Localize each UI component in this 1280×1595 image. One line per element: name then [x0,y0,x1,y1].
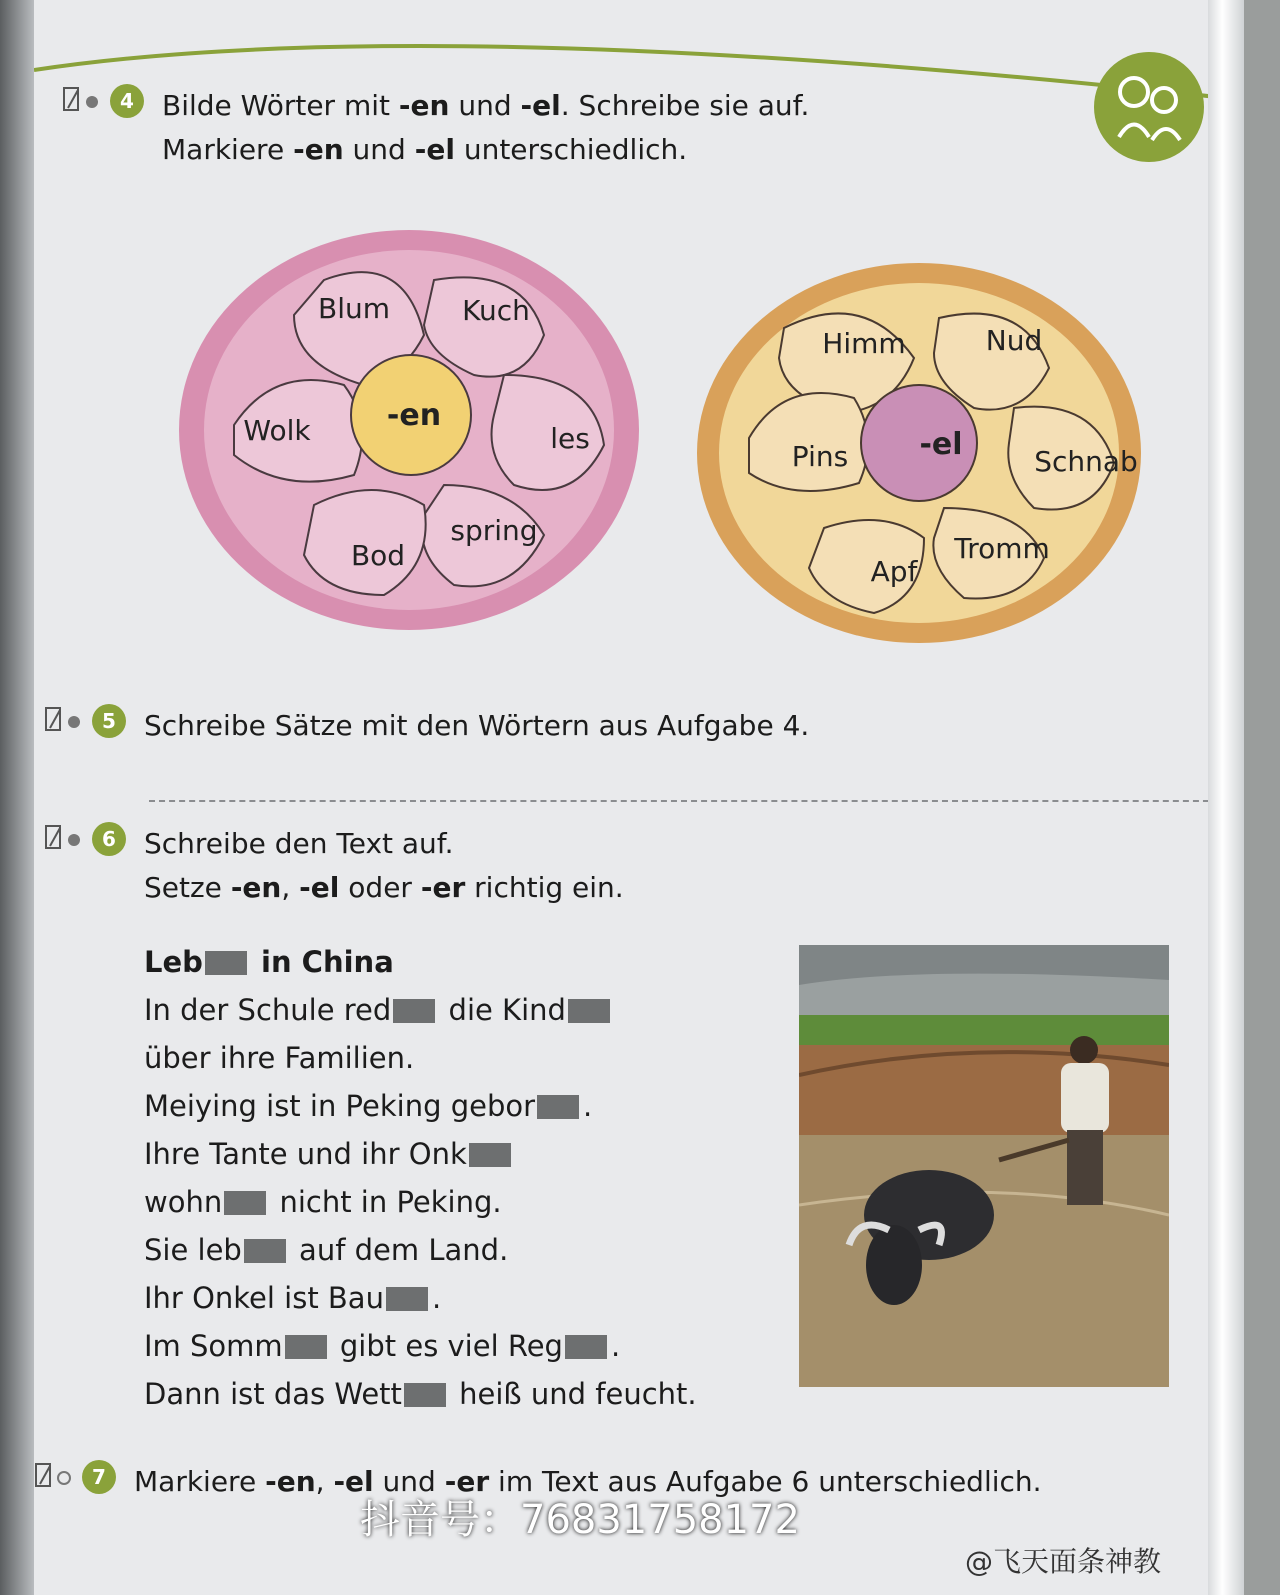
blank-gap[interactable] [404,1383,446,1407]
story-line: Ihre Tante und ihr Onk [144,1130,697,1178]
task-instruction: Bilde Wörter mit -en und -el. Schreibe sie auf. Markiere -en und -el unterschiedlich. [162,89,810,166]
children-icon [1094,52,1204,162]
petal-label: les [550,422,590,455]
story-line: Ihr Onkel ist Bau . [144,1281,442,1315]
petal-label: Himm [822,327,906,360]
petal-label: Pins [791,440,849,473]
task-5 [44,704,809,748]
weibo-watermark: @飞天面条神教 [965,1545,1162,1578]
blank-gap[interactable] [244,1239,286,1263]
petal-label: Wolk [243,414,311,447]
task-number: 4 [110,84,144,118]
page-edge [1208,0,1244,1595]
section-badge [1094,52,1204,162]
task-number: 6 [92,822,126,856]
writing-line [149,800,1219,802]
story-line: über ihre Familien. [144,1041,415,1075]
task-6 [44,822,624,910]
task-number: 5 [92,704,126,738]
petal-label: Nud [985,324,1043,357]
workbook-page [34,0,1244,1595]
petal-label: Kuch [462,294,530,327]
petal-label: Tromm [954,532,1050,565]
blank-gap[interactable] [205,951,247,975]
flower-el [694,258,1144,648]
blank-gap[interactable] [386,1287,428,1311]
book-spine [0,0,34,1595]
petal-label: Blum [317,292,391,325]
task-4 [62,84,809,172]
flower-en [174,225,644,635]
petal-label: Bod [350,539,406,572]
story-line: In der Schule red die Kind [144,986,697,1034]
blank-gap[interactable] [224,1191,266,1215]
petal-label: Apf [870,555,918,588]
story-line: Dann ist das Wett heiß und feucht. [144,1377,697,1411]
task-instruction: Schreibe Sätze mit den Wörtern aus Aufgabe 4. [144,709,810,742]
story-line: Sie leb auf dem Land. [144,1233,509,1267]
blank-gap[interactable] [568,999,610,1023]
flower-center-suffix: -en [386,398,442,433]
blank-gap[interactable] [285,1335,327,1359]
pencil-writing-icon [44,822,86,852]
task-number: 7 [82,1460,116,1494]
blank-gap[interactable] [537,1095,579,1119]
petal-label: Schnab [1034,445,1138,478]
flower-center-suffix: -el [919,427,963,462]
pencil-writing-icon [62,84,104,114]
story-line: Meiying ist in Peking gebor . [144,1089,593,1123]
petal-label: spring [450,514,538,547]
story-title: Leb in China [144,945,394,979]
pencil-writing-icon [44,704,86,734]
blank-gap[interactable] [565,1335,607,1359]
fill-in-text [144,938,697,1418]
story-line: Im Somm gibt es viel Reg . [144,1329,621,1363]
blank-gap[interactable] [469,1143,511,1167]
pencil-writing-icon [34,1460,76,1490]
blank-gap[interactable] [393,999,435,1023]
story-line: wohn nicht in Peking. [144,1185,502,1219]
task-instruction: Schreibe den Text auf. Setze -en, -el oder -er richtig ein. [144,827,624,904]
farmer-buffalo-photo [799,945,1169,1387]
task-instruction: Markiere -en, -el und -er im Text aus Aufgabe 6 unterschiedlich. [134,1465,1042,1498]
douyin-watermark: 抖音号：76831758172 [360,1497,800,1543]
